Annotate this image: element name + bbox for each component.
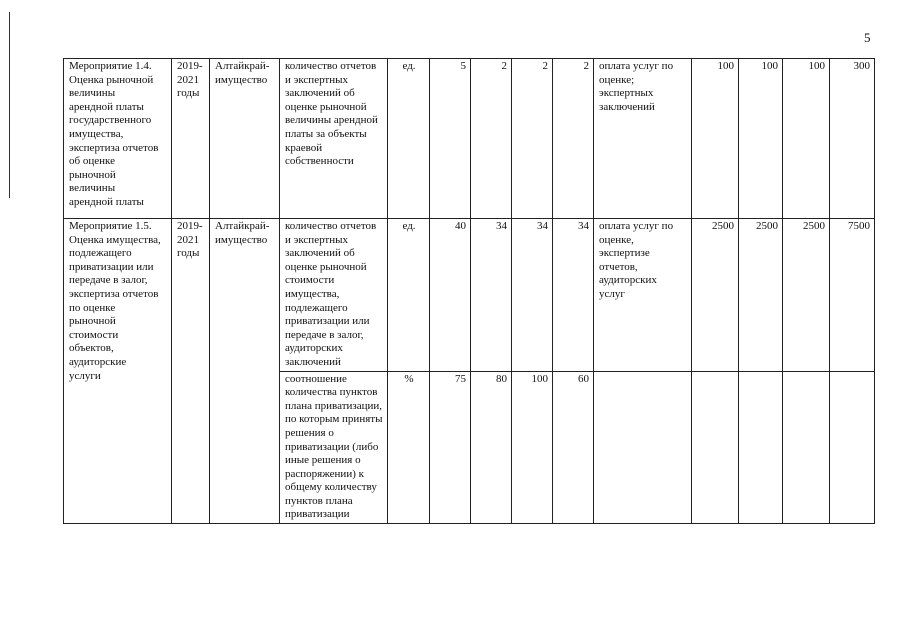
executor-cell: Алтайкрай- имущество <box>210 59 280 219</box>
indicator-cell: количество отчетов и экспертных заключений об оценке рыночной величины арендной платы за объекты краевой собственности <box>280 59 388 219</box>
unit-cell: ед. <box>388 59 430 219</box>
table-row-event-1-5 <box>64 219 875 372</box>
indicator-cell: количество отчетов и экспертных заключений об оценке рыночной стоимости имущества, подлежащего приватизации или передаче в залог, аудиторских заключений <box>280 219 388 372</box>
expense-direction-cell: оплата услуг по оценке, экспертизе отчетов, аудиторских услуг <box>594 219 692 372</box>
indicator-value-cell: 34 <box>512 219 553 372</box>
expense-direction-cell <box>594 371 692 524</box>
funding-cell: 2500 <box>739 219 783 372</box>
expense-direction-cell: оплата услуг по оценке; экспертных заключений <box>594 59 692 219</box>
funding-cell <box>692 371 739 524</box>
indicator-value-cell: 2 <box>471 59 512 219</box>
page-number: 5 <box>864 30 871 45</box>
funding-total-cell <box>830 371 875 524</box>
funding-cell: 100 <box>783 59 830 219</box>
indicator-value-cell: 5 <box>430 59 471 219</box>
indicator-value-cell: 100 <box>512 371 553 524</box>
indicator-cell: соотношение количества пунктов плана приватизации, по которым приняты решения о приватизации (либо иные решения о распоряжении) к общему количеству пунктов плана приватизации <box>280 371 388 524</box>
event-name-cell: Мероприятие 1.4. Оценка рыночной величины арендной платы государственного имущества, экспертиза отчетов об оценке рыночной величины арендной платы <box>64 59 172 219</box>
indicator-value-cell: 80 <box>471 371 512 524</box>
unit-cell: ед. <box>388 219 430 372</box>
unit-cell: % <box>388 371 430 524</box>
funding-cell: 2500 <box>692 219 739 372</box>
period-cell: 2019- 2021 годы <box>172 59 210 219</box>
funding-total-cell: 300 <box>830 59 875 219</box>
funding-cell <box>739 371 783 524</box>
funding-cell: 100 <box>739 59 783 219</box>
funding-cell <box>783 371 830 524</box>
indicator-value-cell: 34 <box>553 219 594 372</box>
funding-cell: 100 <box>692 59 739 219</box>
indicator-value-cell: 2 <box>553 59 594 219</box>
period-cell: 2019- 2021 годы <box>172 219 210 524</box>
table-row-event-1-4 <box>64 59 875 219</box>
indicator-value-cell: 60 <box>553 371 594 524</box>
indicator-value-cell: 2 <box>512 59 553 219</box>
program-table <box>63 58 875 524</box>
funding-total-cell: 7500 <box>830 219 875 372</box>
left-margin-line <box>9 12 10 198</box>
indicator-value-cell: 40 <box>430 219 471 372</box>
funding-cell: 2500 <box>783 219 830 372</box>
executor-cell: Алтайкрай- имущество <box>210 219 280 524</box>
event-name-cell: Мероприятие 1.5. Оценка имущества, подлежащего приватизации или передаче в залог, экспертиза отчетов по оценке рыночной стоимости объектов, аудиторские услуги <box>64 219 172 524</box>
indicator-value-cell: 75 <box>430 371 471 524</box>
indicator-value-cell: 34 <box>471 219 512 372</box>
